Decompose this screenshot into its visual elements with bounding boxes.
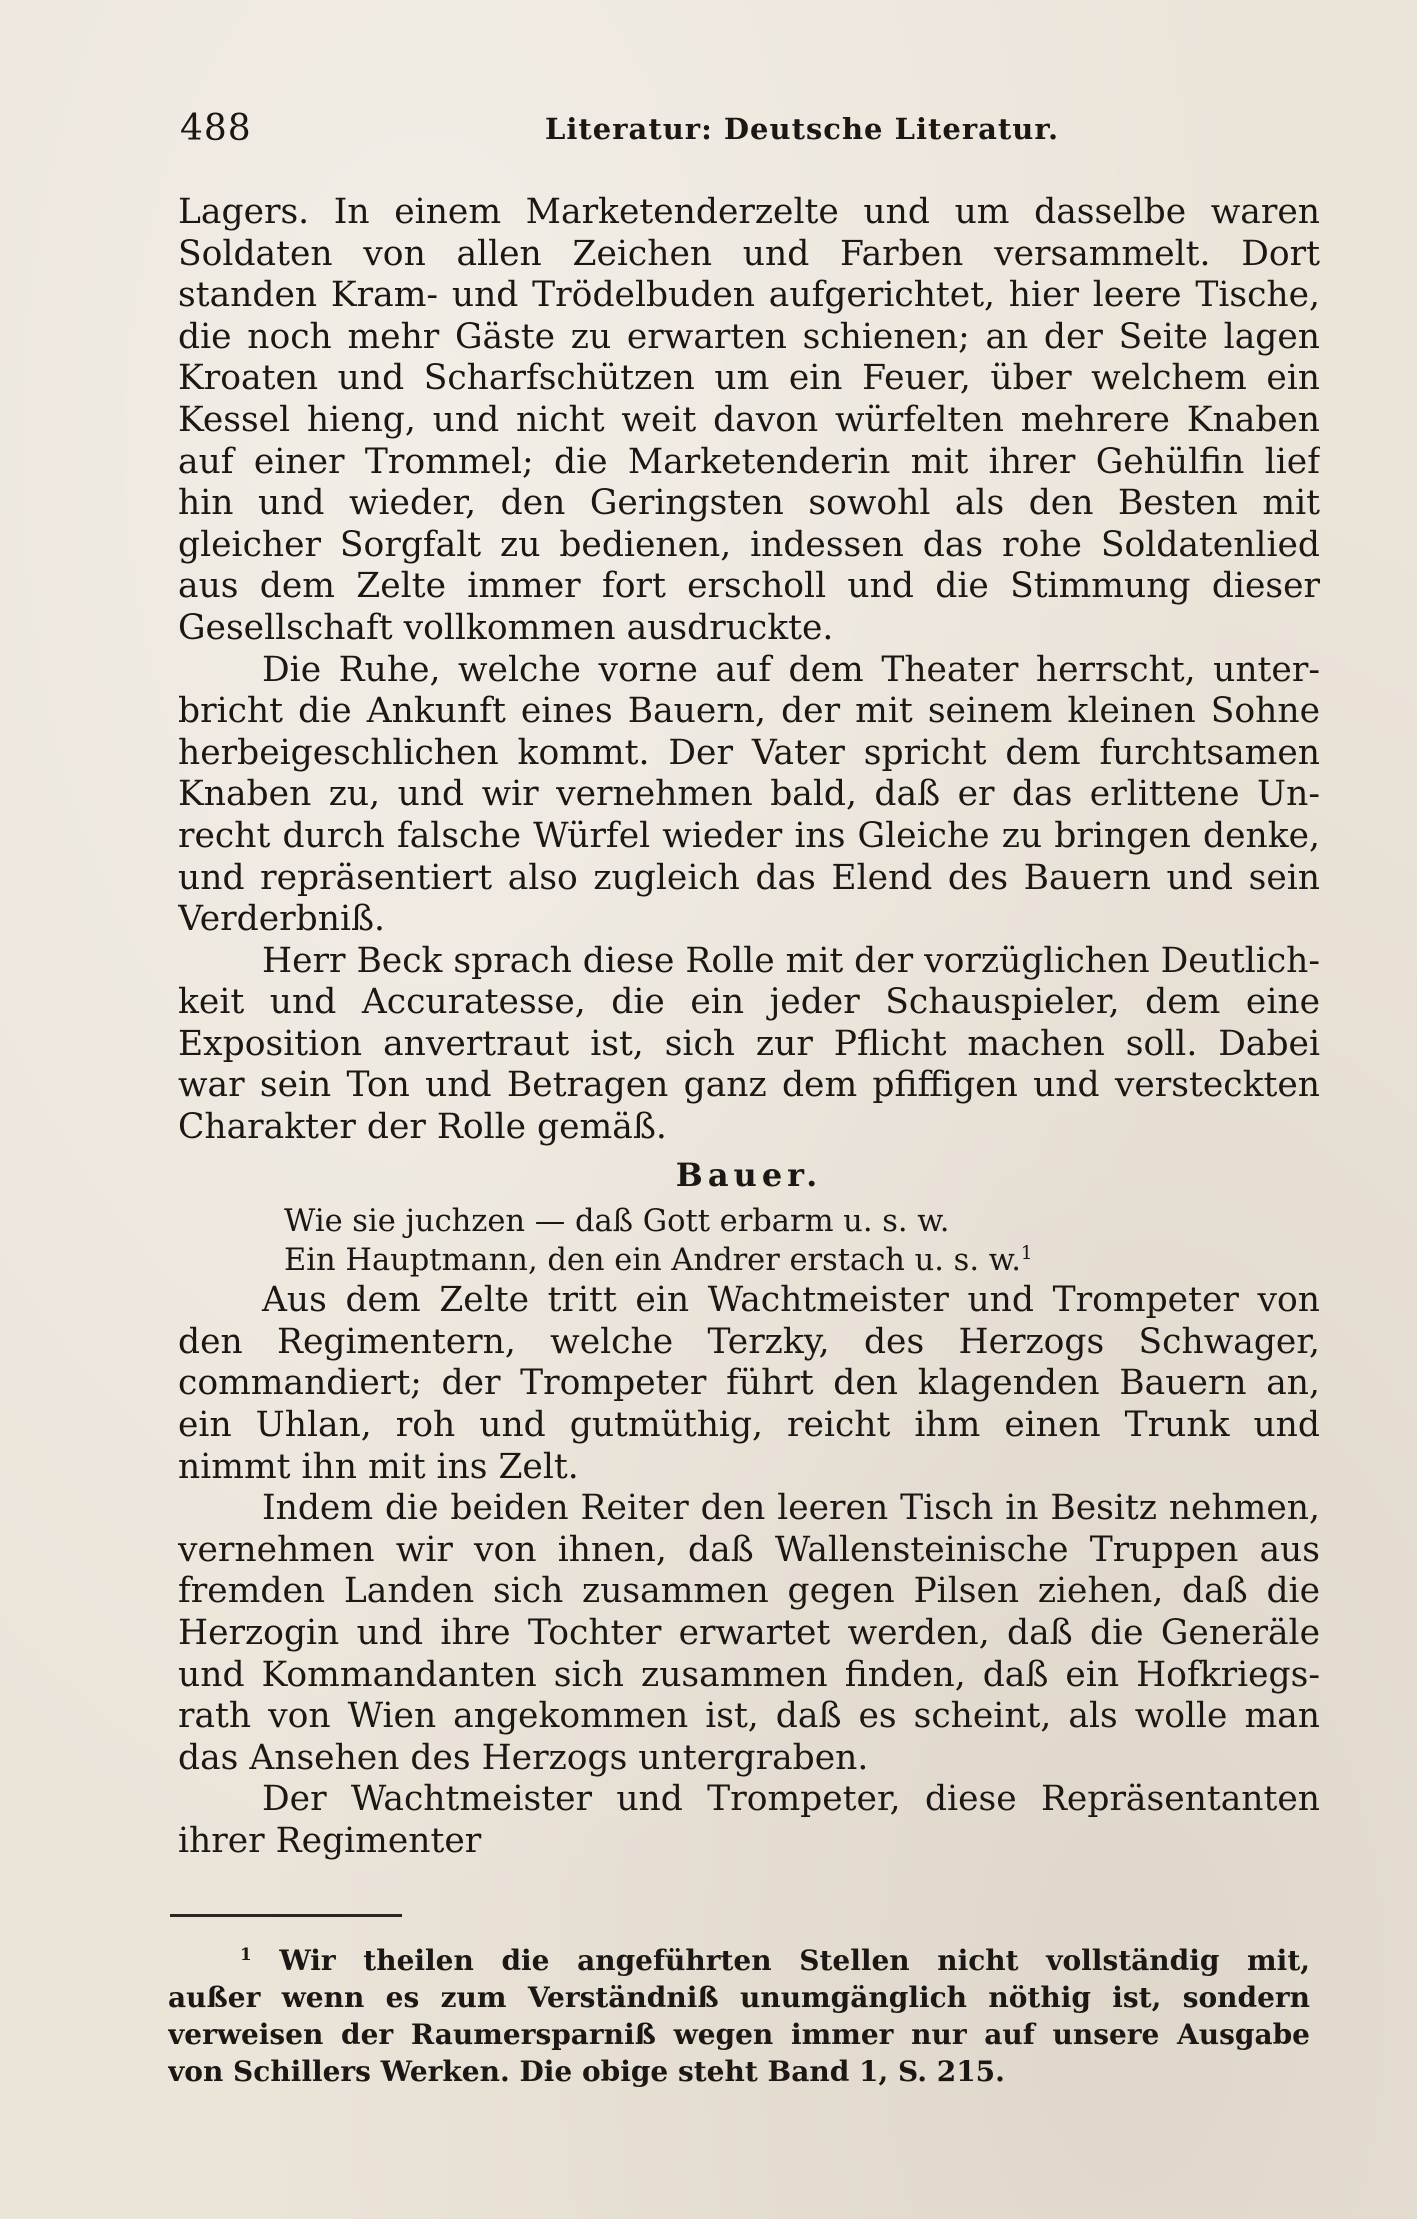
footnote-reference: 1: [1020, 1243, 1033, 1265]
text-line: Indem die beiden Reiter den leeren Tisch in Besitz nehmen,: [262, 1488, 1320, 1529]
paragraph-2: [178, 650, 1320, 941]
text-line: nimmt ihn mit ins Zelt.: [178, 1446, 579, 1487]
text-line: vernehmen wir von ihnen, daß Wallensteinische Truppen aus: [178, 1529, 1320, 1570]
speaker-name: Bauer.: [675, 1155, 823, 1194]
text-line: war sein Ton und Betragen ganz dem pfiffigen und versteckten: [178, 1065, 1320, 1106]
text-line: und Kommandanten sich zusammen finden, daß ein Hofkriegs-: [178, 1654, 1320, 1695]
text-line: aus dem Zelte immer fort erscholl und die Stimmung dieser: [178, 566, 1320, 607]
footnote-line: verweisen der Raumersparniß wegen immer nur auf unsere Ausgabe: [168, 2018, 1310, 2051]
text-line: Herzogin und ihre Tochter erwartet werden, daß die Generäle: [178, 1613, 1320, 1653]
text-line: Soldaten von allen Zeichen und Farben versammelt. Dort: [178, 233, 1320, 274]
paragraph-3: [178, 941, 1320, 1149]
text-line: herbeigeschlichen kommt. Der Vater spricht dem furchtsamen: [178, 732, 1320, 773]
text-line: Knaben zu, und wir vernehmen bald, daß er das erlittene Un-: [178, 774, 1320, 815]
text-line: recht durch falsche Würfel wieder ins Gleiche zu bringen denke,: [178, 815, 1320, 856]
footnote: [168, 1942, 1310, 2090]
text-line: Exposition anvertraut ist, sich zur Pflicht machen soll. Dabei: [178, 1023, 1320, 1064]
text-line: fremden Landen sich zusammen gegen Pilsen ziehen, daß die: [178, 1571, 1320, 1612]
main-text: [178, 192, 1320, 1863]
text-line: die noch mehr Gäste zu erwarten schienen; an der Seite lagen: [178, 316, 1320, 357]
verse-quote: [178, 1202, 1320, 1280]
paragraph-4: [178, 1280, 1320, 1488]
text-line: bricht die Ankunft eines Bauern, der mit seinem kleinen Sohne: [178, 691, 1320, 732]
paragraph-6: [178, 1779, 1320, 1862]
footnote-line: außer wenn es zum Verständniß unumgänglich nöthig ist, sondern: [168, 1981, 1310, 2014]
text-line: Aus dem Zelte tritt ein Wachtmeister und Trompeter von: [262, 1280, 1320, 1321]
text-line: Herr Beck sprach diese Rolle mit der vorzüglichen Deutlich-: [262, 940, 1320, 981]
text-line: das Ansehen des Herzogs untergraben.: [178, 1737, 869, 1778]
footnote-divider: [170, 1914, 402, 1917]
text-line: Kessel hieng, und nicht weit davon würfelten mehrere Knaben: [178, 399, 1320, 440]
text-line: auf einer Trommel; die Marketenderin mit ihrer Gehülfin lief: [178, 441, 1320, 482]
text-line: Verderbniß.: [178, 899, 385, 940]
text-line: ein Uhlan, roh und gutmüthig, reicht ihm einen Trunk und: [178, 1405, 1320, 1446]
page-header: [180, 108, 1320, 154]
footnote-line-text: Wir theilen die angeführten Stellen nicht vollständig mit,: [279, 1944, 1310, 1977]
footnote-line: von Schillers Werken. Die obige steht Band 1, S. 215.: [168, 2055, 1005, 2088]
text-line: rath von Wien angekommen ist, daß es scheint, als wolle man: [178, 1696, 1320, 1737]
paragraph-1: [178, 192, 1320, 650]
footnote-mark: 1: [240, 1943, 252, 1964]
text-line: und repräsentiert also zugleich das Elend des Bauern und sein: [178, 857, 1320, 898]
text-line: gleicher Sorgfalt zu bedienen, indessen das rohe Soldatenlied: [178, 524, 1320, 565]
text-line: Charakter der Rolle gemäß.: [178, 1107, 667, 1148]
text-line: keit und Accuratesse, die ein jeder Schauspieler, dem eine: [178, 982, 1320, 1023]
text-line: standen Kram- und Trödelbuden aufgerichtet, hier leere Tische,: [178, 275, 1320, 316]
page-number: 488: [180, 108, 252, 149]
verse-line: [178, 1241, 1320, 1280]
text-line: hin und wieder, den Geringsten sowohl als den Besten mit: [178, 483, 1320, 524]
text-line: Die Ruhe, welche vorne auf dem Theater herrscht, unter-: [262, 649, 1320, 690]
text-line: commandiert; der Trompeter führt den klagenden Bauern an,: [178, 1363, 1320, 1404]
text-line: den Regimentern, welche Terzky, des Herzogs Schwager,: [178, 1321, 1320, 1362]
paragraph-5: [178, 1488, 1320, 1779]
verse-line: Wie sie juchzen — daß Gott erbarm u. s. w.: [284, 1204, 950, 1240]
text-line: Gesellschaft vollkommen ausdruckte.: [178, 607, 834, 648]
text-line: Kroaten und Scharfschützen um ein Feuer, über welchem ein: [178, 358, 1320, 399]
running-head: Literatur: Deutsche Literatur.: [545, 112, 1060, 146]
verse-line-text: Ein Hauptmann, den ein Andrer erstach u. s. w.: [284, 1243, 1021, 1279]
footnote-line: [168, 1942, 1310, 1979]
text-line: ihrer Regimenter: [178, 1820, 482, 1861]
text-line: Lagers. In einem Marketenderzelte und um dasselbe waren: [178, 192, 1320, 232]
text-line: Der Wachtmeister und Trompeter, diese Repräsentanten: [262, 1779, 1320, 1820]
